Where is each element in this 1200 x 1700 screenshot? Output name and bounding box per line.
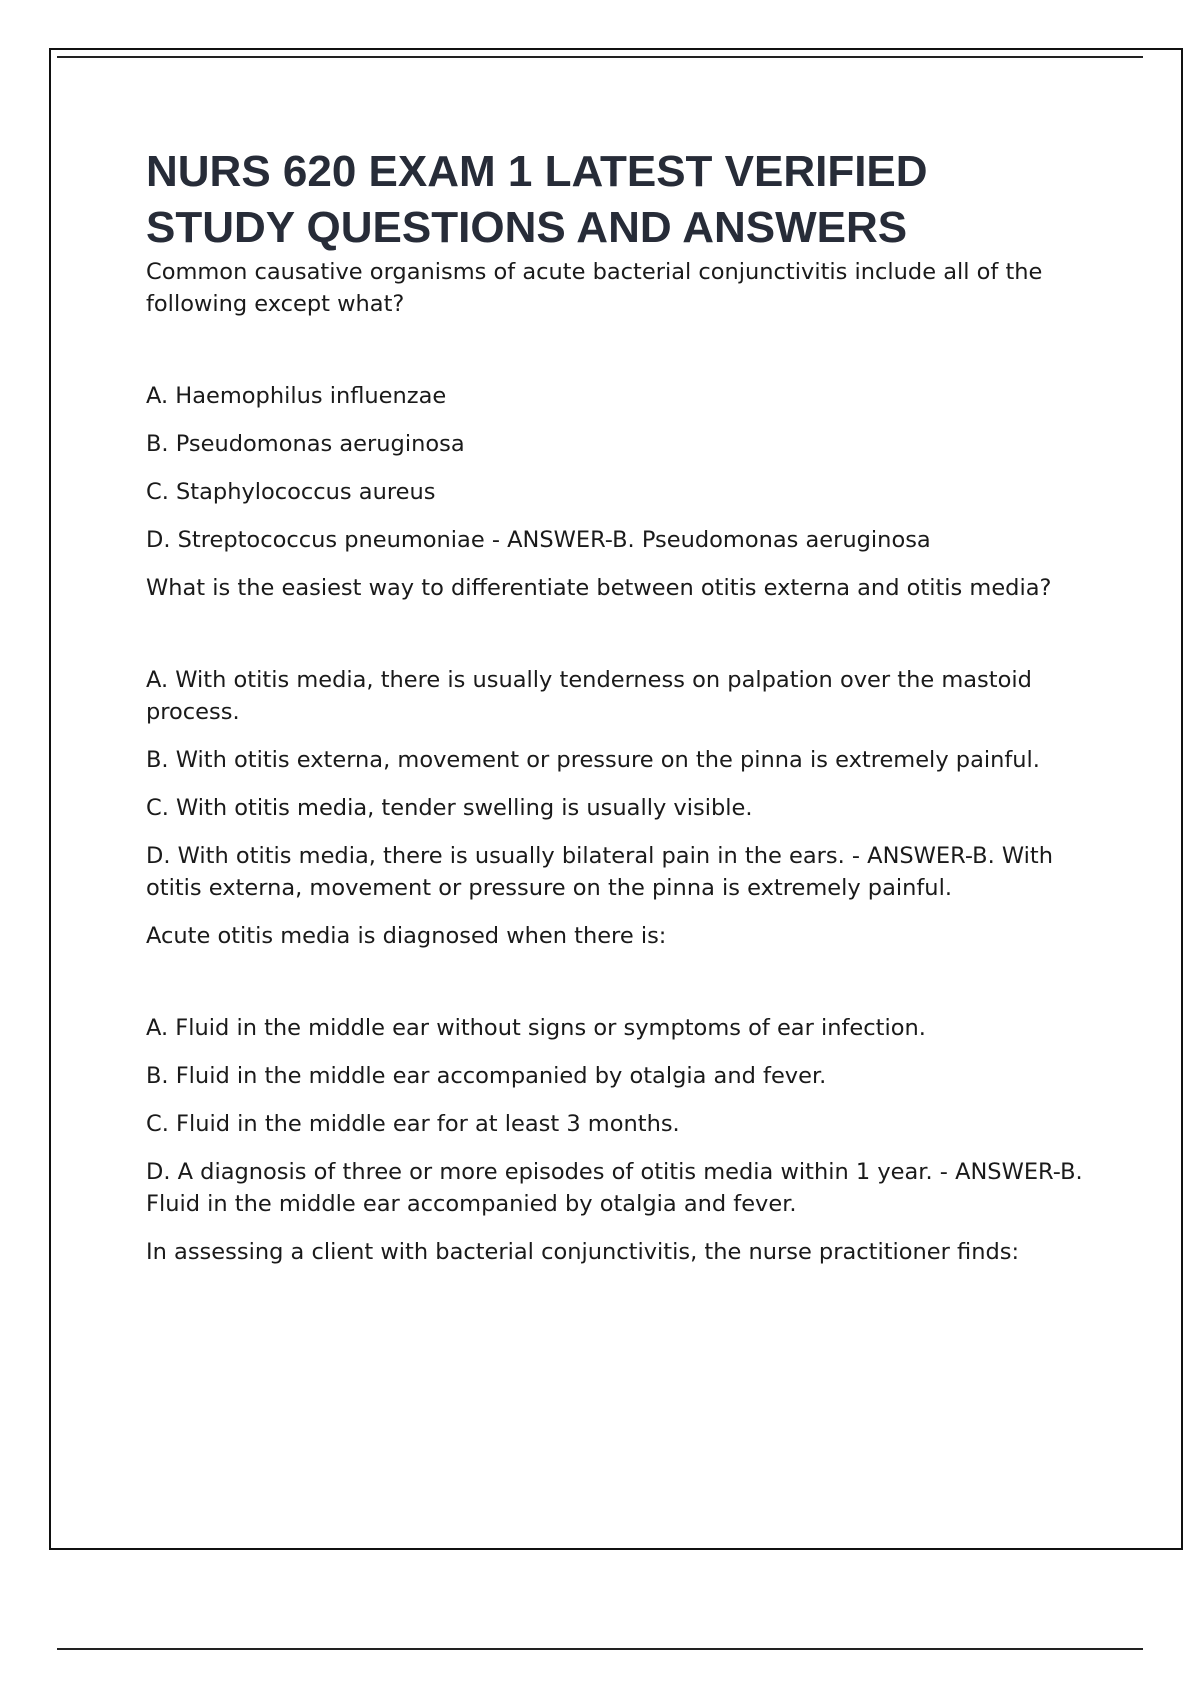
document-content	[146, 144, 1106, 1328]
question-1: Common causative organisms of acute bacterial conjunctivitis include all of the following except what?	[146, 259, 1043, 317]
question-1-option-b: B. Pseudomonas aeruginosa	[146, 431, 465, 457]
question-2-option-b: B. With otitis externa, movement or pressure on the pinna is extremely painful.	[146, 747, 1040, 773]
question-2-option-a: A. With otitis media, there is usually tenderness on palpation over the mastoid process.	[146, 667, 1032, 725]
question-1-option-c: C. Staphylococcus aureus	[146, 479, 436, 505]
bottom-rule	[57, 1648, 1143, 1650]
question-3-option-a: A. Fluid in the middle ear without signs or symptoms of ear infection.	[146, 1015, 926, 1041]
question-3-option-b: B. Fluid in the middle ear accompanied by otalgia and fever.	[146, 1063, 827, 1089]
title-line-2: STUDY QUESTIONS AND ANSWERS	[146, 203, 908, 252]
top-rule	[57, 56, 1143, 58]
document-title	[146, 144, 1106, 256]
question-2-option-c: C. With otitis media, tender swelling is usually visible.	[146, 795, 753, 821]
question-3: Acute otitis media is diagnosed when there is:	[146, 923, 667, 949]
question-4: In assessing a client with bacterial conjunctivitis, the nurse practitioner finds:	[146, 1239, 1020, 1265]
title-line-1: NURS 620 EXAM 1 LATEST VERIFIED	[146, 147, 928, 196]
question-3-option-c: C. Fluid in the middle ear for at least 3 months.	[146, 1111, 680, 1137]
question-1-option-a: A. Haemophilus influenzae	[146, 383, 447, 409]
question-3-option-d-answer: D. A diagnosis of three or more episodes of otitis media within 1 year. - ANSWER-B. Fluid in the middle ear accompanied by otalgia and fever.	[146, 1159, 1083, 1217]
question-2-option-d-answer: D. With otitis media, there is usually bilateral pain in the ears. - ANSWER-B. With otitis externa, movement or pressure on the pinna is extremely painful.	[146, 843, 1054, 901]
question-1-option-d-answer: D. Streptococcus pneumoniae - ANSWER-B. Pseudomonas aeruginosa	[146, 527, 931, 553]
question-2: What is the easiest way to differentiate between otitis externa and otitis media?	[146, 575, 1052, 601]
